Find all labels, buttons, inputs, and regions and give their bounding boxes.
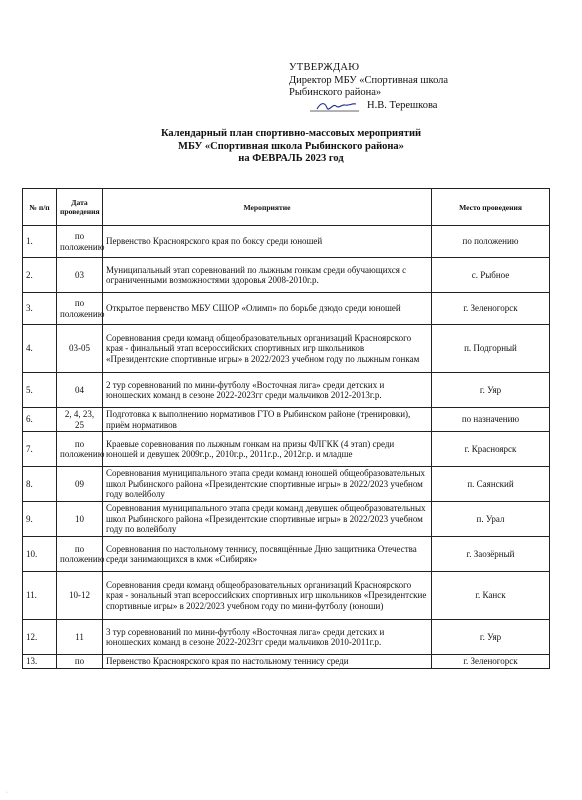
cell-date: 10 (57, 502, 103, 537)
title-line2: МБУ «Спортивная школа Рыбинского района» (178, 140, 404, 152)
cell-num: 12. (23, 620, 57, 655)
cell-place: по положению (432, 226, 550, 258)
cell-event: Соревнования среди команд общеобразовательных организаций Красноярского края - финальный этап всероссийских спортивных игр школьников «Президентские спортивные игры» в 2022/2023 учебном году по лыжным гонкам (103, 325, 432, 373)
table-row (23, 258, 550, 293)
cell-event: Краевые соревнования по лыжным гонкам на призы ФЛГКК (4 этап) среди юношей и девушек 2009г.р., 2010г.р., 2011г.р., 2012г.р. и младше (103, 432, 432, 467)
table-row (23, 325, 550, 373)
cell-num: 11. (23, 572, 57, 620)
cell-num: 1. (23, 226, 57, 258)
header-num: № п/п (23, 189, 57, 226)
header-place: Место проведения (432, 189, 550, 226)
cell-place: с. Рыбное (432, 258, 550, 293)
table-row (23, 373, 550, 408)
signer-name: Н.В. Терешкова (367, 100, 438, 112)
cell-event: 2 тур соревнований по мини-футболу «Восточная лига» среди детских и юношеских команд в сезоне 2022-2023гг среди мальчиков 2012-2013г.р. (103, 373, 432, 408)
document-title (0, 128, 582, 166)
table-row (23, 293, 550, 325)
cell-num: 5. (23, 373, 57, 408)
cell-place: г. Заозёрный (432, 537, 550, 572)
cell-event: Соревнования муниципального этапа среди команд юношей общеобразовательных школ Рыбинского района «Президентские спортивные игры» в 2022/2023 учебном году волейболу (103, 467, 432, 502)
table-row (23, 572, 550, 620)
table-row (23, 655, 550, 669)
cell-date: 09 (57, 467, 103, 502)
header-event: Мероприятие (103, 189, 432, 226)
cell-date: 11 (57, 620, 103, 655)
cell-place: г. Зеленогорск (432, 293, 550, 325)
table-header-row (23, 189, 550, 226)
cell-date: по (57, 655, 103, 669)
table-row (23, 467, 550, 502)
cell-place: п. Урал (432, 502, 550, 537)
table-row (23, 408, 550, 432)
cell-event: Соревнования среди команд общеобразовательных организаций Красноярского края - зональный этап всероссийских спортивных игр школьников «Президентские спортивные игры» в 2022/2023 учебном году по мини-футболу (юноши) (103, 572, 432, 620)
cell-event: Первенство Красноярского края по настольному теннису среди (103, 655, 432, 669)
cell-num: 3. (23, 293, 57, 325)
cell-date: 03-05 (57, 325, 103, 373)
cell-event: Соревнования муниципального этапа среди команд девушек общеобразовательных школ Рыбинского района «Президентские спортивные игры» в 2022/2023 учебном году по волейболу (103, 502, 432, 537)
cell-event: Муниципальный этап соревнований по лыжным гонкам среди обучающихся с ограниченными возможностями здоровья 2008-2010г.р. (103, 258, 432, 293)
approval-block (289, 62, 559, 114)
page-mark: · (6, 790, 8, 796)
cell-num: 7. (23, 432, 57, 467)
table-row (23, 620, 550, 655)
cell-date: 04 (57, 373, 103, 408)
signature-mark (309, 100, 361, 114)
cell-date: 2, 4, 23, 25 (57, 408, 103, 432)
title-line3: на ФЕВРАЛЬ 2023 год (238, 153, 344, 164)
cell-place: г. Уяр (432, 620, 550, 655)
header-date: Дата проведения (57, 189, 103, 226)
cell-event: Первенство Красноярского края по боксу среди юношей (103, 226, 432, 258)
cell-num: 9. (23, 502, 57, 537)
cell-place: г. Уяр (432, 373, 550, 408)
cell-num: 2. (23, 258, 57, 293)
cell-place: по назначению (432, 408, 550, 432)
cell-place: г. Красноярск (432, 432, 550, 467)
cell-event: Соревнования по настольному теннису, посвящённые Дню защитника Отечества среди занимающихся в кмж «Сибиряк» (103, 537, 432, 572)
cell-date: по положению (57, 537, 103, 572)
cell-place: г. Канск (432, 572, 550, 620)
table-row (23, 226, 550, 258)
cell-num: 6. (23, 408, 57, 432)
approval-position-line1: Директор МБУ «Спортивная школа (289, 74, 449, 86)
table-row (23, 432, 550, 467)
cell-place: г. Зеленогорск (432, 655, 550, 669)
cell-place: п. Подгорный (432, 325, 550, 373)
cell-date: по положению (57, 293, 103, 325)
cell-event: 3 тур соревнований по мини-футболу «Восточная лига» среди детских и юношеских команд в сезоне 2022-2023гг среди мальчиков 2010-2011г.р. (103, 620, 432, 655)
title-line1: Календарный план спортивно-массовых мероприятий (160, 128, 422, 139)
table-row (23, 537, 550, 572)
cell-num: 10. (23, 537, 57, 572)
signature-line (309, 100, 559, 114)
cell-place: п. Саянский (432, 467, 550, 502)
approval-heading: УТВЕРЖДАЮ (289, 62, 360, 73)
cell-event: Подготовка к выполнению нормативов ГТО в Рыбинском районе (тренировки), приём нормативов (103, 408, 432, 432)
cell-num: 13. (23, 655, 57, 669)
cell-date: по положению (57, 226, 103, 258)
cell-date: 10-12 (57, 572, 103, 620)
approval-position-line2: Рыбинского района» (289, 87, 382, 98)
cell-num: 8. (23, 467, 57, 502)
table-row (23, 502, 550, 537)
cell-date: по положению (57, 432, 103, 467)
cell-date: 03 (57, 258, 103, 293)
events-table (22, 188, 550, 669)
cell-event: Открытое первенство МБУ СШОР «Олимп» по борьбе дзюдо среди юношей (103, 293, 432, 325)
cell-num: 4. (23, 325, 57, 373)
